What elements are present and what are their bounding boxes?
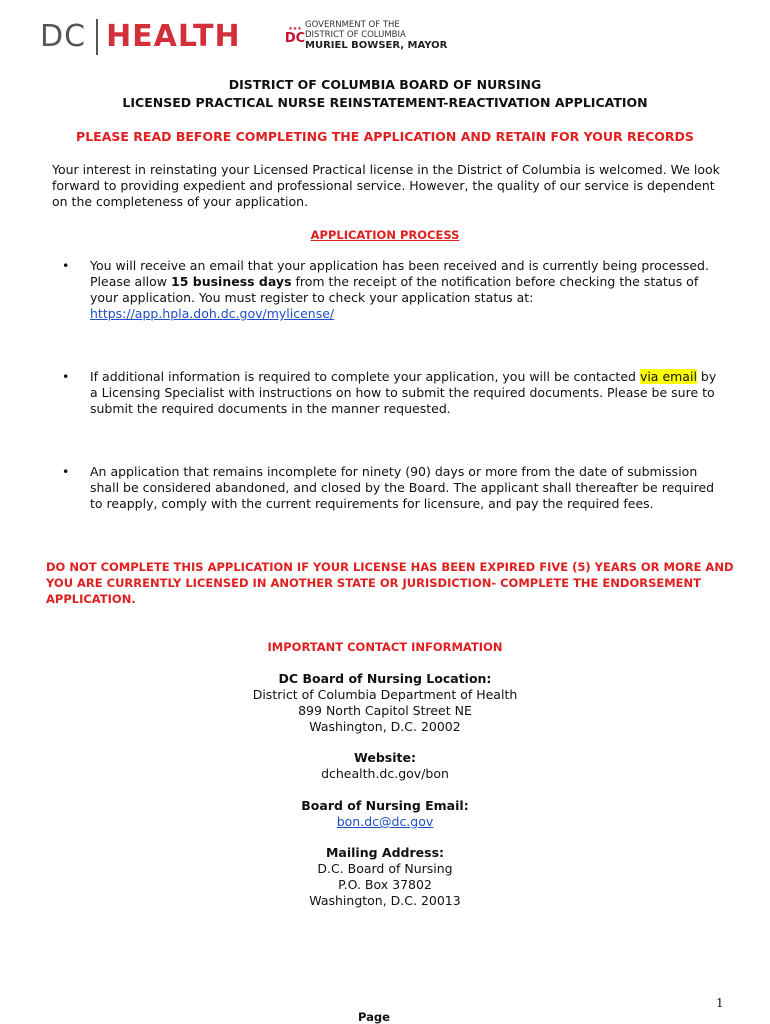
email-label: Board of Nursing Email: bbox=[301, 798, 469, 813]
bullet-text bbox=[66, 369, 722, 417]
bullet-icon: • bbox=[62, 258, 70, 273]
mailing-label: Mailing Address: bbox=[325, 845, 445, 860]
via-email-highlight: via email bbox=[639, 369, 697, 384]
gov-line-1: GOVERNMENT OF THE bbox=[305, 20, 400, 30]
logo-divider bbox=[96, 19, 98, 55]
gov-dc-mark: DC bbox=[284, 31, 306, 46]
dc-government-seal bbox=[284, 20, 448, 52]
document-title-line-1: DISTRICT OF COLUMBIA BOARD OF NURSING bbox=[228, 77, 542, 92]
read-notice: PLEASE READ BEFORE COMPLETING THE APPLICATION AND RETAIN FOR YOUR RECORDS bbox=[76, 129, 694, 144]
location-line-2: 899 North Capitol Street NE bbox=[298, 703, 472, 718]
document-title-line-2: LICENSED PRACTICAL NURSE REINSTATEMENT-REACTIVATION APPLICATION bbox=[122, 95, 648, 110]
website-block bbox=[0, 750, 770, 782]
dc-health-logo bbox=[40, 16, 241, 58]
bullet-1-text-b: from the receipt of the notification before checking the status of your application. You must register to check your application status at: bbox=[90, 274, 699, 305]
board-email-link[interactable]: bon.dc@dc.gov bbox=[336, 814, 434, 829]
business-days-emphasis: 15 business days bbox=[171, 274, 292, 289]
logo-health-text: HEALTH bbox=[106, 19, 241, 54]
contact-heading bbox=[0, 639, 770, 655]
bullet-icon: • bbox=[62, 464, 70, 479]
gov-line-2: DISTRICT OF COLUMBIA bbox=[305, 30, 406, 40]
intro-paragraph: Your interest in reinstating your Licensed Practical license in the District of Columbia is welcomed. We look forward to providing expedient and professional service. However, the quality of our service is dependent on the completeness of your application. bbox=[52, 162, 720, 209]
list-item bbox=[62, 258, 722, 322]
list-item bbox=[62, 464, 722, 512]
logo-dc-text: DC bbox=[40, 19, 87, 54]
bullet-icon: • bbox=[62, 369, 70, 384]
bullet-2-text-a: If additional information is required to complete your application, you will be contacted bbox=[90, 369, 640, 384]
endorsement-warning: DO NOT COMPLETE THIS APPLICATION IF YOUR LICENSE HAS BEEN EXPIRED FIVE (5) YEARS OR MORE AND YOU ARE CURRENTLY LICENSED IN ANOTHER STATE OR JURISDICTION- COMPLETE THE ENDORSEMENT APPLICATION. bbox=[46, 560, 734, 606]
application-process-heading-text: APPLICATION PROCESS bbox=[310, 228, 460, 242]
application-process-heading bbox=[0, 228, 770, 242]
bullet-text bbox=[66, 258, 722, 322]
flag-stars: ★★★ bbox=[288, 26, 302, 32]
page-number: 1 bbox=[716, 996, 724, 1010]
list-item bbox=[62, 369, 722, 417]
mailing-line-3: Washington, D.C. 20013 bbox=[309, 893, 461, 908]
location-block bbox=[0, 671, 770, 735]
website-value: dchealth.dc.gov/bon bbox=[321, 766, 449, 781]
email-block bbox=[0, 798, 770, 830]
dc-flag-icon bbox=[284, 26, 306, 46]
bullet-3-text: An application that remains incomplete for ninety (90) days or more from the date of submission shall be considered abandoned, and closed by the Board. The applicant shall thereafter be required to reapply, comply with the current requirements for licensure, and pay the required fees. bbox=[90, 464, 715, 511]
license-status-link[interactable]: https://app.hpla.doh.dc.gov/mylicense/ bbox=[90, 306, 335, 321]
bullet-2-text-b: by a Licensing Specialist with instructions on how to submit the required documents. Please be sure to submit the required documents in the manner requested. bbox=[90, 369, 717, 416]
location-line-3: Washington, D.C. 20002 bbox=[309, 719, 461, 734]
gov-mayor: MURIEL BOWSER, MAYOR bbox=[305, 40, 448, 51]
location-label: DC Board of Nursing Location: bbox=[278, 671, 492, 686]
contact-heading-text: IMPORTANT CONTACT INFORMATION bbox=[267, 640, 503, 654]
bullet-1-text-a: You will receive an email that your application has been received and is currently being processed. Please allow bbox=[90, 258, 709, 289]
mailing-block bbox=[0, 845, 770, 909]
mailing-line-2: P.O. Box 37802 bbox=[338, 877, 432, 892]
website-label: Website: bbox=[354, 750, 416, 765]
page-label: Page bbox=[358, 1010, 390, 1024]
mailing-line-1: D.C. Board of Nursing bbox=[317, 861, 453, 876]
location-line-1: District of Columbia Department of Health bbox=[252, 687, 518, 702]
